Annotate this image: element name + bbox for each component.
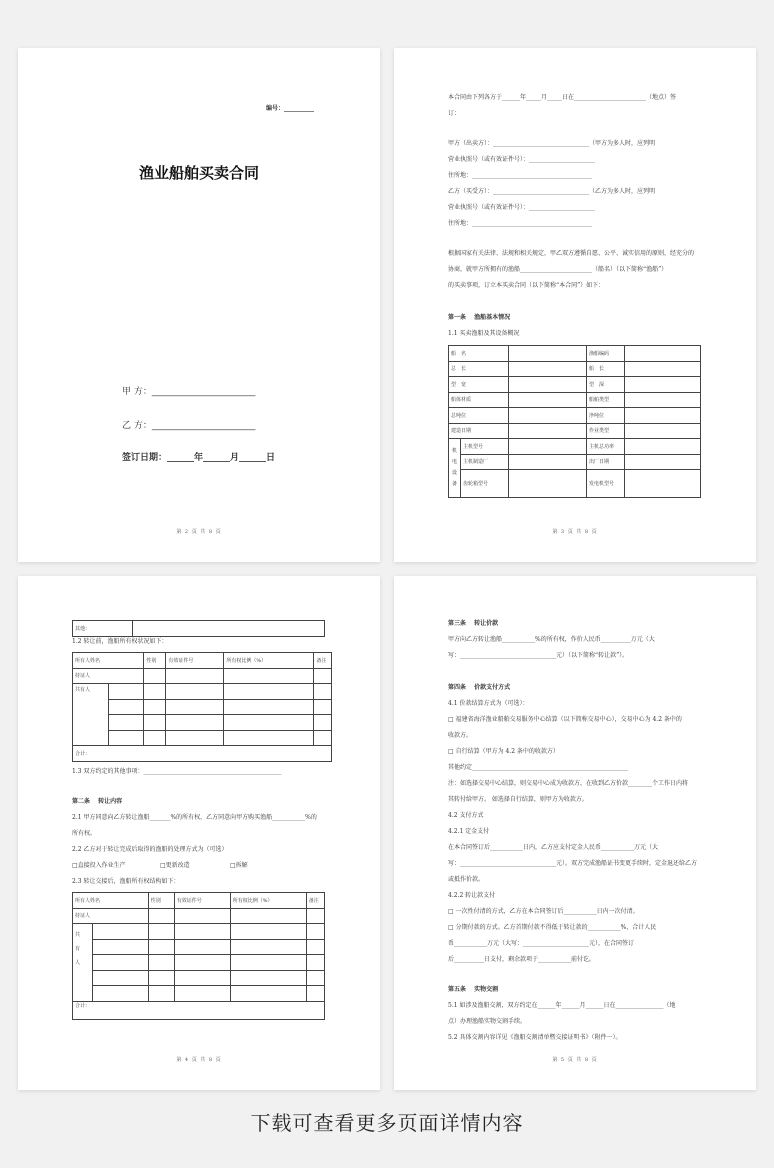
table-row: 机 电 设 备 主机型号 主机总功率 — [449, 439, 701, 455]
table-row: 总 长 船 长 — [449, 361, 701, 377]
party-b-license: 营业执照号（或有效证件号）：______________________ — [448, 204, 596, 211]
deposit-line-2: 写：________________________________元）。双方完成渔船证书变更手续时，定金退还给乙方 — [448, 860, 698, 867]
article-3-line-2: 写：________________________________元）（以下简称“转让款”）。 — [448, 652, 629, 659]
page-footer: 第 3 页 共 8 页 — [552, 529, 598, 535]
co-owner-label: 共 有 人 — [73, 924, 93, 1002]
section-2-2: 2.2 乙方对于转让完成后取得的渔船的处理方式为（可选） — [72, 846, 228, 853]
table-row: 船 名 渔船编码 — [449, 346, 701, 362]
table-row — [73, 970, 325, 986]
page-footer: 第 2 页 共 8 页 — [176, 529, 222, 535]
table-row — [73, 715, 332, 731]
page-footer: 第 4 页 共 8 页 — [176, 1057, 222, 1063]
option-renovation[interactable]: □更新改造 — [160, 862, 190, 869]
table-row — [73, 955, 325, 971]
table-row: 主机制造厂 出厂日期 — [449, 454, 701, 470]
section-4-2: 4.2 支付方式 — [448, 812, 484, 819]
ownership-before-table — [72, 652, 332, 762]
section-2-1: 2.1 甲方同意向乙方转让渔船_______%的所有权，乙方同意向甲方购买渔船___________%的 — [72, 814, 317, 821]
table-row: 所有人姓名 性别 有效证件号 所有权比例（%） 备注 — [73, 653, 332, 669]
table-row: 持证人 — [73, 908, 325, 924]
table-row — [73, 939, 325, 955]
deposit-line-1: 在本合同签订后___________日内，乙方应支付定金人民币___________万元（大 — [448, 844, 659, 851]
option-self-settlement[interactable]: □ 自行结算（甲方为 4.2 条中的收款方） — [448, 748, 559, 755]
note-line-1: 注：如选择交易中心结算，则交易中心成为收款方，在收到乙方价款________个工作日内将 — [448, 780, 689, 787]
article-3-heading: 第三条 转让价款 — [448, 620, 499, 627]
table-row: 合计： — [73, 746, 332, 762]
party-a-license: 营业执照号（或有效证件号）：______________________ — [448, 156, 596, 163]
equipment-label: 机 电 设 备 — [449, 439, 461, 498]
table-row: 船体材质 船舶类型 — [449, 392, 701, 408]
ownership-after-table — [72, 892, 325, 1020]
article-4-heading: 第四条 价款支付方式 — [448, 684, 511, 691]
party-b-address: 住所地：________________________________________ — [448, 220, 593, 227]
preamble-3: 的买卖事项，订立本买卖合同（以下简称“本合同”）如下： — [448, 282, 605, 289]
table-row: 合计： — [73, 1001, 325, 1019]
party-a-address: 住所地：________________________________________ — [448, 172, 593, 179]
sign-date-line: 签订日期：______年______月______日 — [122, 453, 276, 463]
section-4-2-1: 4.2.1 定金支付 — [448, 828, 490, 835]
other-agreement: 其他约定____________________________________________________ — [448, 764, 629, 771]
other-table: 其他： — [72, 620, 325, 637]
party-a-line: 甲 方：_______________________ — [122, 387, 256, 397]
document-page-3 — [18, 576, 380, 1090]
option-dismantle[interactable]: □拆解 — [230, 862, 248, 869]
table-row — [73, 986, 325, 1002]
document-page-2 — [394, 48, 756, 562]
intro-line: 本合同由下列各方于______年_____月_____日在________________________（地点）签 — [448, 94, 677, 101]
party-a-name: 甲方（出卖方）：________________________________（甲方为多人时，应列明 — [448, 140, 656, 147]
intro-line-2: 订： — [448, 110, 461, 117]
table-row — [73, 699, 332, 715]
article-5-heading: 第五条 实物交割 — [448, 986, 499, 993]
section-5-2: 5.2 具体交割内容详见《渔船交割清单暨交接证明书》（附件一）。 — [448, 1034, 622, 1041]
preamble-2: 协商，就甲方所拥有的渔船________________________（船名）（以下简称“渔船”） — [448, 266, 668, 273]
table-row: 总吨位 净吨位 — [449, 408, 701, 424]
contract-title: 渔业船舶买卖合同 — [138, 164, 259, 182]
document-page-cover — [18, 48, 380, 562]
section-2-3: 2.3 转让交接后，渔船所有权结构如下： — [72, 878, 180, 885]
article-2-heading: 第二条 转让内容 — [72, 798, 123, 805]
section-1-3: 1.3 双方约定的其他事项：______________________________________________ — [72, 768, 282, 775]
section-5-1-cont: 点）办理渔船实物交割手续。 — [448, 1018, 527, 1025]
article-3-line-1: 甲方向乙方转让渔船___________%的所有权，作价人民币__________万元（大 — [448, 636, 655, 643]
option-production[interactable]: □直接投入作业生产 — [72, 862, 126, 869]
section-4-2-2: 4.2.2 转让款支付 — [448, 892, 496, 899]
option-lump-sum[interactable]: □ 一次性付清的方式，乙方在本合同签订后___________日内一次付清。 — [448, 908, 639, 915]
installment-line-3: 后__________日支付，剩余款项于___________前付讫。 — [448, 956, 596, 963]
party-b-name: 乙方（买受方）：________________________________（乙方为多人时，应列明 — [448, 188, 656, 195]
section-2-1-cont: 所有权。 — [72, 830, 97, 837]
table-row: 共有人 — [73, 684, 332, 700]
table-row: 齿轮箱型号 发电机型号 — [449, 470, 701, 498]
option-installment[interactable]: □ 分期付款的方式。乙方首期付款不得低于转让款的___________%，合计人民 — [448, 924, 657, 931]
document-page-4 — [394, 576, 756, 1090]
deposit-line-3: 或抵作价款。 — [448, 876, 485, 883]
party-b-line: 乙 方：_______________________ — [122, 421, 256, 431]
installment-line-2: 币___________万元（大写：______________________元），在合同签订 — [448, 940, 635, 947]
table-row: 型 宽 型 深 — [449, 377, 701, 393]
contract-number: 编号：__________ — [266, 105, 315, 112]
table-row: 所有人姓名 性别 有效证件号 所有权比例（%） 备注 — [73, 893, 325, 909]
table-row — [73, 924, 325, 940]
article-1-heading: 第一条 渔船基本情况 — [448, 314, 511, 321]
table-row: 建造日期 作业类型 — [449, 423, 701, 439]
table-row — [73, 730, 332, 746]
download-caption[interactable]: 下载可查看更多页面详情内容 — [250, 1111, 524, 1135]
section-1-2: 1.2 转让前，渔船所有权状况如下： — [72, 638, 168, 645]
option-center-settlement-cont: 收款方。 — [448, 732, 473, 739]
section-5-1: 5.1 如涉及渔船交割，双方约定在______年______月______日在________________（地 — [448, 1002, 676, 1009]
vessel-info-table — [448, 345, 701, 498]
table-row: 持证人 — [73, 668, 332, 684]
option-center-settlement[interactable]: □ 福建省海洋渔业船舶交易服务中心结算（以下简称交易中心），交易中心为 4.2 条中的 — [448, 716, 682, 723]
preamble-1: 根据国家有关法律、法规和相关规定，甲乙双方遵循自愿、公平、诚实信用的原则，经充分的 — [448, 250, 695, 257]
page-footer: 第 5 页 共 8 页 — [552, 1057, 598, 1063]
section-1-1: 1.1 买卖渔船及其设备概况 — [448, 330, 520, 337]
section-4-1: 4.1 价款结算方式为（可选）： — [448, 700, 529, 707]
note-line-2: 其转付给甲方。 如选择自行结算，则甲方为收款方。 — [448, 796, 588, 803]
